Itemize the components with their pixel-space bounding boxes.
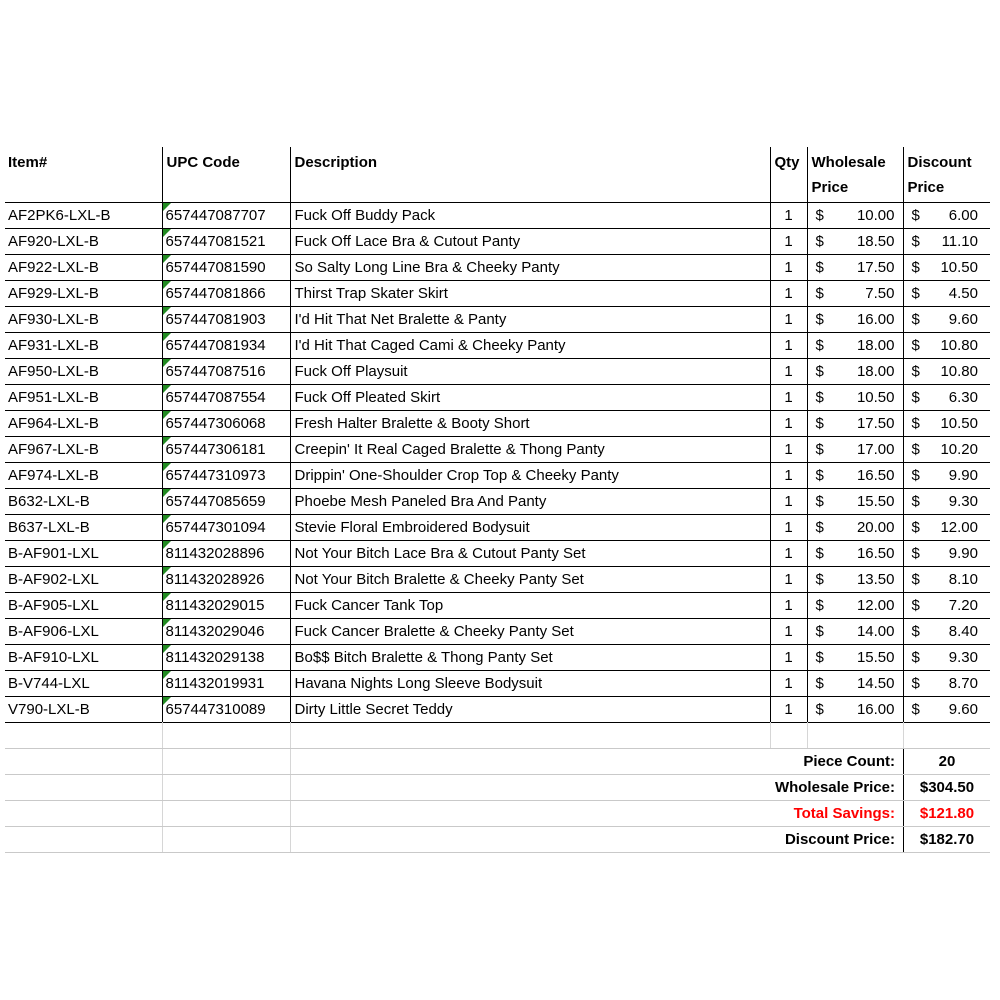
error-flag-icon — [163, 515, 171, 523]
table-row — [5, 488, 990, 514]
discount-price-cell[interactable] — [903, 254, 990, 280]
error-flag-icon — [163, 229, 171, 237]
discount-amount: 9.60 — [948, 700, 978, 718]
summary-label: Piece Count: — [803, 753, 895, 770]
table-row — [5, 384, 990, 410]
description-cell[interactable]: Fuck Cancer Tank Top — [290, 592, 770, 618]
upc-code-value: 811432029046 — [165, 622, 265, 640]
description-cell[interactable]: Not Your Bitch Lace Bra & Cutout Panty Set — [290, 540, 770, 566]
table-row — [5, 644, 990, 670]
wholesale-amount: 17.50 — [856, 258, 895, 276]
wholesale-amount: 13.50 — [856, 570, 895, 588]
wholesale-price-cell[interactable] — [807, 670, 903, 696]
qty-cell[interactable]: 1 — [770, 696, 807, 722]
error-flag-icon — [163, 593, 171, 601]
upc-code-cell[interactable] — [162, 410, 290, 436]
description-cell[interactable]: Phoebe Mesh Paneled Bra And Panty — [290, 488, 770, 514]
error-flag-icon — [163, 385, 171, 393]
dollar-sign: $ — [911, 310, 920, 328]
discount-amount: 7.20 — [948, 596, 978, 614]
dollar-sign: $ — [815, 414, 824, 432]
qty-cell[interactable]: 1 — [770, 306, 807, 332]
discount-price-cell[interactable] — [903, 228, 990, 254]
item-number-cell[interactable]: B-AF906-LXL — [5, 618, 162, 644]
discount-amount: 10.50 — [940, 258, 978, 276]
wholesale-amount: 14.50 — [856, 674, 895, 692]
item-number-cell[interactable]: AF2PK6-LXL-B — [5, 202, 162, 228]
dollar-sign: $ — [815, 466, 824, 484]
item-number-cell[interactable]: AF922-LXL-B — [5, 254, 162, 280]
wholesale-amount: 16.50 — [856, 544, 895, 562]
dollar-sign: $ — [815, 648, 824, 666]
upc-code-cell[interactable] — [162, 384, 290, 410]
wholesale-amount: 12.00 — [856, 596, 895, 614]
col-header-upc[interactable]: UPC Code — [162, 147, 290, 202]
upc-code-cell[interactable] — [162, 566, 290, 592]
wholesale-amount: 10.50 — [856, 388, 895, 406]
item-number-cell[interactable]: AF964-LXL-B — [5, 410, 162, 436]
error-flag-icon — [163, 645, 171, 653]
discount-amount: 9.90 — [948, 466, 978, 484]
qty-cell[interactable]: 1 — [770, 254, 807, 280]
table-row — [5, 228, 990, 254]
description-cell[interactable]: Dirty Little Secret Teddy — [290, 696, 770, 722]
wholesale-amount: 18.50 — [856, 232, 895, 250]
dollar-sign: $ — [911, 700, 920, 718]
table-row — [5, 358, 990, 384]
wholesale-amount: 14.00 — [856, 622, 895, 640]
upc-code-value: 811432019931 — [165, 674, 265, 692]
discount-price-cell[interactable] — [903, 696, 990, 722]
upc-code-value: 811432029138 — [165, 648, 265, 666]
dollar-sign: $ — [911, 440, 920, 458]
upc-code-cell[interactable] — [162, 670, 290, 696]
discount-price-cell[interactable] — [903, 488, 990, 514]
dollar-sign: $ — [815, 206, 824, 224]
description-cell[interactable]: Thirst Trap Skater Skirt — [290, 280, 770, 306]
dollar-sign: $ — [815, 284, 824, 302]
upc-code-value: 657447310973 — [165, 466, 266, 484]
summary-row — [5, 800, 990, 826]
discount-price-cell[interactable] — [903, 280, 990, 306]
dollar-sign: $ — [815, 336, 824, 354]
item-number-cell[interactable]: B-AF910-LXL — [5, 644, 162, 670]
dollar-sign: $ — [815, 232, 824, 250]
col-header-wholesale-price[interactable]: Wholesale Price — [807, 147, 903, 202]
qty-cell[interactable]: 1 — [770, 566, 807, 592]
wholesale-amount: 10.00 — [856, 206, 895, 224]
item-number-cell[interactable]: B-V744-LXL — [5, 670, 162, 696]
wholesale-price-cell[interactable] — [807, 566, 903, 592]
qty-cell[interactable]: 1 — [770, 514, 807, 540]
wholesale-amount: 16.00 — [856, 700, 895, 718]
error-flag-icon — [163, 671, 171, 679]
upc-code-cell[interactable] — [162, 306, 290, 332]
discount-amount: 11.10 — [941, 232, 978, 250]
upc-code-cell[interactable] — [162, 202, 290, 228]
dollar-sign: $ — [815, 596, 824, 614]
error-flag-icon — [163, 203, 171, 211]
qty-cell[interactable]: 1 — [770, 228, 807, 254]
upc-code-value: 657447081521 — [165, 232, 266, 250]
dollar-sign: $ — [911, 622, 920, 640]
qty-cell[interactable]: 1 — [770, 644, 807, 670]
item-number-cell[interactable]: B637-LXL-B — [5, 514, 162, 540]
dollar-sign: $ — [911, 492, 920, 510]
wholesale-price-cell[interactable] — [807, 228, 903, 254]
header-row — [5, 147, 990, 202]
gridline — [770, 722, 771, 748]
upc-code-value: 657447087516 — [165, 362, 266, 380]
summary-label: Wholesale Price: — [774, 779, 895, 796]
discount-amount: 10.50 — [940, 414, 978, 432]
table-row — [5, 618, 990, 644]
gridline — [903, 722, 904, 748]
upc-code-cell[interactable] — [162, 462, 290, 488]
qty-cell[interactable]: 1 — [770, 202, 807, 228]
discount-price-cell[interactable] — [903, 202, 990, 228]
summary-block — [5, 748, 990, 853]
wholesale-amount: 17.50 — [856, 414, 895, 432]
item-number-cell[interactable]: AF950-LXL-B — [5, 358, 162, 384]
dollar-sign: $ — [815, 258, 824, 276]
discount-amount: 9.30 — [948, 648, 978, 666]
discount-price-cell[interactable] — [903, 358, 990, 384]
description-cell[interactable]: I'd Hit That Net Bralette & Panty — [290, 306, 770, 332]
error-flag-icon — [163, 411, 171, 419]
qty-cell[interactable]: 1 — [770, 436, 807, 462]
discount-price-cell[interactable] — [903, 514, 990, 540]
dollar-sign: $ — [815, 362, 824, 380]
col-header-item[interactable]: Item# — [5, 147, 162, 202]
discount-price-cell[interactable] — [903, 410, 990, 436]
dollar-sign: $ — [911, 336, 920, 354]
qty-cell[interactable]: 1 — [770, 332, 807, 358]
wholesale-price-cell[interactable] — [807, 332, 903, 358]
table-row — [5, 670, 990, 696]
dollar-sign: $ — [911, 466, 920, 484]
upc-code-cell[interactable] — [162, 332, 290, 358]
table-row — [5, 592, 990, 618]
summary-label: Total Savings: — [793, 805, 895, 822]
discount-price-cell[interactable] — [903, 436, 990, 462]
wholesale-price-cell[interactable] — [807, 488, 903, 514]
qty-cell[interactable]: 1 — [770, 488, 807, 514]
dollar-sign: $ — [815, 700, 824, 718]
wholesale-amount: 16.50 — [856, 466, 895, 484]
description-cell[interactable]: Bo$$ Bitch Bralette & Thong Panty Set — [290, 644, 770, 670]
error-flag-icon — [163, 463, 171, 471]
wholesale-price-cell[interactable] — [807, 592, 903, 618]
col-header-discount-price[interactable]: Discount Price — [903, 147, 990, 202]
upc-code-cell[interactable] — [162, 488, 290, 514]
summary-row — [5, 774, 990, 800]
item-number-cell[interactable]: B-AF901-LXL — [5, 540, 162, 566]
table-row — [5, 254, 990, 280]
dollar-sign: $ — [911, 232, 920, 250]
dollar-sign: $ — [911, 414, 920, 432]
description-cell[interactable]: Fuck Off Buddy Pack — [290, 202, 770, 228]
discount-price-cell[interactable] — [903, 592, 990, 618]
upc-code-value: 657447081903 — [165, 310, 266, 328]
upc-code-value: 657447306068 — [165, 414, 266, 432]
wholesale-amount: 15.50 — [856, 648, 895, 666]
table-row — [5, 410, 990, 436]
qty-cell[interactable]: 1 — [770, 358, 807, 384]
description-cell[interactable]: Fuck Off Pleated Skirt — [290, 384, 770, 410]
item-number-cell[interactable]: AF920-LXL-B — [5, 228, 162, 254]
upc-code-cell[interactable] — [162, 514, 290, 540]
upc-code-value: 657447081934 — [165, 336, 266, 354]
discount-amount: 6.00 — [948, 206, 978, 224]
upc-code-cell[interactable] — [162, 540, 290, 566]
dollar-sign: $ — [911, 570, 920, 588]
summary-value-cell[interactable]: $182.70 — [903, 827, 990, 852]
upc-code-value: 657447081590 — [165, 258, 266, 276]
wholesale-amount: 18.00 — [856, 362, 895, 380]
error-flag-icon — [163, 567, 171, 575]
description-cell[interactable]: Havana Nights Long Sleeve Bodysuit — [290, 670, 770, 696]
wholesale-amount: 7.50 — [865, 284, 895, 302]
dollar-sign: $ — [911, 258, 920, 276]
qty-cell[interactable]: 1 — [770, 280, 807, 306]
upc-code-value: 657447081866 — [165, 284, 266, 302]
upc-code-value: 657447087554 — [165, 388, 266, 406]
dollar-sign: $ — [911, 284, 920, 302]
wholesale-price-cell[interactable] — [807, 358, 903, 384]
discount-amount: 10.80 — [940, 362, 978, 380]
item-number-cell[interactable]: B632-LXL-B — [5, 488, 162, 514]
upc-code-value: 657447087707 — [165, 206, 266, 224]
description-cell[interactable]: Fuck Cancer Bralette & Cheeky Panty Set — [290, 618, 770, 644]
wholesale-price-cell[interactable] — [807, 644, 903, 670]
description-cell[interactable]: So Salty Long Line Bra & Cheeky Panty — [290, 254, 770, 280]
upc-code-cell[interactable] — [162, 254, 290, 280]
table-row — [5, 462, 990, 488]
upc-code-value: 657447306181 — [165, 440, 266, 458]
wholesale-amount: 18.00 — [856, 336, 895, 354]
wholesale-price-cell[interactable] — [807, 280, 903, 306]
dollar-sign: $ — [815, 622, 824, 640]
table-row — [5, 514, 990, 540]
dollar-sign: $ — [911, 388, 920, 406]
item-number-cell[interactable]: B-AF902-LXL — [5, 566, 162, 592]
item-number-cell[interactable]: B-AF905-LXL — [5, 592, 162, 618]
error-flag-icon — [163, 333, 171, 341]
qty-cell[interactable]: 1 — [770, 462, 807, 488]
table-row — [5, 566, 990, 592]
description-cell[interactable]: Drippin' One-Shoulder Crop Top & Cheeky Panty — [290, 462, 770, 488]
qty-cell[interactable]: 1 — [770, 592, 807, 618]
upc-code-cell[interactable] — [162, 280, 290, 306]
discount-amount: 10.20 — [940, 440, 978, 458]
summary-row — [5, 748, 990, 774]
item-number-cell[interactable]: AF931-LXL-B — [5, 332, 162, 358]
wholesale-price-cell[interactable] — [807, 436, 903, 462]
error-flag-icon — [163, 489, 171, 497]
dollar-sign: $ — [911, 362, 920, 380]
dollar-sign: $ — [911, 648, 920, 666]
error-flag-icon — [163, 307, 171, 315]
dollar-sign: $ — [815, 440, 824, 458]
dollar-sign: $ — [815, 674, 824, 692]
qty-cell[interactable]: 1 — [770, 540, 807, 566]
upc-code-value: 811432028926 — [165, 570, 265, 588]
dollar-sign: $ — [911, 544, 920, 562]
discount-amount: 4.50 — [948, 284, 978, 302]
dollar-sign: $ — [815, 518, 824, 536]
table-row — [5, 696, 990, 722]
table-row — [5, 540, 990, 566]
item-number-cell[interactable]: AF930-LXL-B — [5, 306, 162, 332]
wholesale-price-cell[interactable] — [807, 618, 903, 644]
qty-cell[interactable]: 1 — [770, 618, 807, 644]
dollar-sign: $ — [911, 674, 920, 692]
description-cell[interactable]: Fresh Halter Bralette & Booty Short — [290, 410, 770, 436]
error-flag-icon — [163, 437, 171, 445]
table-row — [5, 332, 990, 358]
description-cell[interactable]: Fuck Off Lace Bra & Cutout Panty — [290, 228, 770, 254]
discount-amount: 8.40 — [948, 622, 978, 640]
wholesale-price-cell[interactable] — [807, 306, 903, 332]
upc-code-cell[interactable] — [162, 358, 290, 384]
discount-price-cell[interactable] — [903, 332, 990, 358]
discount-amount: 12.00 — [940, 518, 978, 536]
wholesale-price-cell[interactable] — [807, 696, 903, 722]
discount-price-cell[interactable] — [903, 618, 990, 644]
summary-row — [5, 826, 990, 852]
wholesale-amount: 15.50 — [856, 492, 895, 510]
table-row — [5, 280, 990, 306]
table-row — [5, 436, 990, 462]
item-number-cell[interactable]: AF967-LXL-B — [5, 436, 162, 462]
summary-value-cell[interactable]: 20 — [903, 749, 990, 774]
col-header-description[interactable]: Description — [290, 147, 770, 202]
description-cell[interactable]: Fuck Off Playsuit — [290, 358, 770, 384]
col-header-qty[interactable]: Qty — [770, 147, 807, 202]
discount-price-cell[interactable] — [903, 306, 990, 332]
dollar-sign: $ — [815, 310, 824, 328]
error-flag-icon — [163, 697, 171, 705]
dollar-sign: $ — [815, 544, 824, 562]
wholesale-price-cell[interactable] — [807, 254, 903, 280]
table-body — [5, 202, 990, 722]
discount-amount: 10.80 — [940, 336, 978, 354]
discount-price-cell[interactable] — [903, 566, 990, 592]
upc-code-cell[interactable] — [162, 696, 290, 722]
discount-price-cell[interactable] — [903, 384, 990, 410]
summary-value-cell[interactable]: $121.80 — [903, 801, 990, 826]
upc-code-cell[interactable] — [162, 618, 290, 644]
wholesale-price-cell[interactable] — [807, 202, 903, 228]
dollar-sign: $ — [911, 596, 920, 614]
item-number-cell[interactable]: AF951-LXL-B — [5, 384, 162, 410]
discount-amount: 8.70 — [948, 674, 978, 692]
discount-amount: 9.60 — [948, 310, 978, 328]
error-flag-icon — [163, 255, 171, 263]
discount-price-cell[interactable] — [903, 670, 990, 696]
wholesale-price-cell[interactable] — [807, 410, 903, 436]
discount-price-cell[interactable] — [903, 462, 990, 488]
upc-code-value: 657447301094 — [165, 518, 266, 536]
discount-amount: 8.10 — [948, 570, 978, 588]
upc-code-cell[interactable] — [162, 228, 290, 254]
error-flag-icon — [163, 281, 171, 289]
upc-code-cell[interactable] — [162, 592, 290, 618]
upc-code-value: 811432028896 — [165, 544, 265, 562]
discount-price-cell[interactable] — [903, 644, 990, 670]
dollar-sign: $ — [911, 206, 920, 224]
upc-code-value: 657447085659 — [165, 492, 266, 510]
wholesale-amount: 20.00 — [856, 518, 895, 536]
upc-code-cell[interactable] — [162, 436, 290, 462]
error-flag-icon — [163, 619, 171, 627]
wholesale-price-cell[interactable] — [807, 462, 903, 488]
discount-amount: 9.90 — [948, 544, 978, 562]
summary-label: Discount Price: — [784, 831, 895, 848]
discount-amount: 6.30 — [948, 388, 978, 406]
item-number-cell[interactable]: AF974-LXL-B — [5, 462, 162, 488]
wholesale-price-cell[interactable] — [807, 540, 903, 566]
summary-value-cell[interactable]: $304.50 — [903, 775, 990, 800]
item-number-cell[interactable]: V790-LXL-B — [5, 696, 162, 722]
wholesale-price-cell[interactable] — [807, 514, 903, 540]
item-number-cell[interactable]: AF929-LXL-B — [5, 280, 162, 306]
wholesale-price-cell[interactable] — [807, 384, 903, 410]
dollar-sign: $ — [815, 388, 824, 406]
qty-cell[interactable]: 1 — [770, 410, 807, 436]
qty-cell[interactable]: 1 — [770, 384, 807, 410]
description-cell[interactable]: Stevie Floral Embroidered Bodysuit — [290, 514, 770, 540]
wholesale-amount: 16.00 — [856, 310, 895, 328]
table-row — [5, 202, 990, 228]
discount-price-cell[interactable] — [903, 540, 990, 566]
qty-cell[interactable]: 1 — [770, 670, 807, 696]
wholesale-amount: 17.00 — [856, 440, 895, 458]
error-flag-icon — [163, 541, 171, 549]
description-cell[interactable]: Not Your Bitch Bralette & Cheeky Panty Set — [290, 566, 770, 592]
table-row — [5, 306, 990, 332]
gridline — [807, 722, 808, 748]
upc-code-cell[interactable] — [162, 644, 290, 670]
upc-code-value: 811432029015 — [165, 596, 265, 614]
dollar-sign: $ — [815, 492, 824, 510]
error-flag-icon — [163, 359, 171, 367]
dollar-sign: $ — [815, 570, 824, 588]
upc-code-value: 657447310089 — [165, 700, 266, 718]
order-table — [5, 147, 990, 723]
discount-amount: 9.30 — [948, 492, 978, 510]
description-cell[interactable]: Creepin' It Real Caged Bralette & Thong Panty — [290, 436, 770, 462]
description-cell[interactable]: I'd Hit That Caged Cami & Cheeky Panty — [290, 332, 770, 358]
dollar-sign: $ — [911, 518, 920, 536]
